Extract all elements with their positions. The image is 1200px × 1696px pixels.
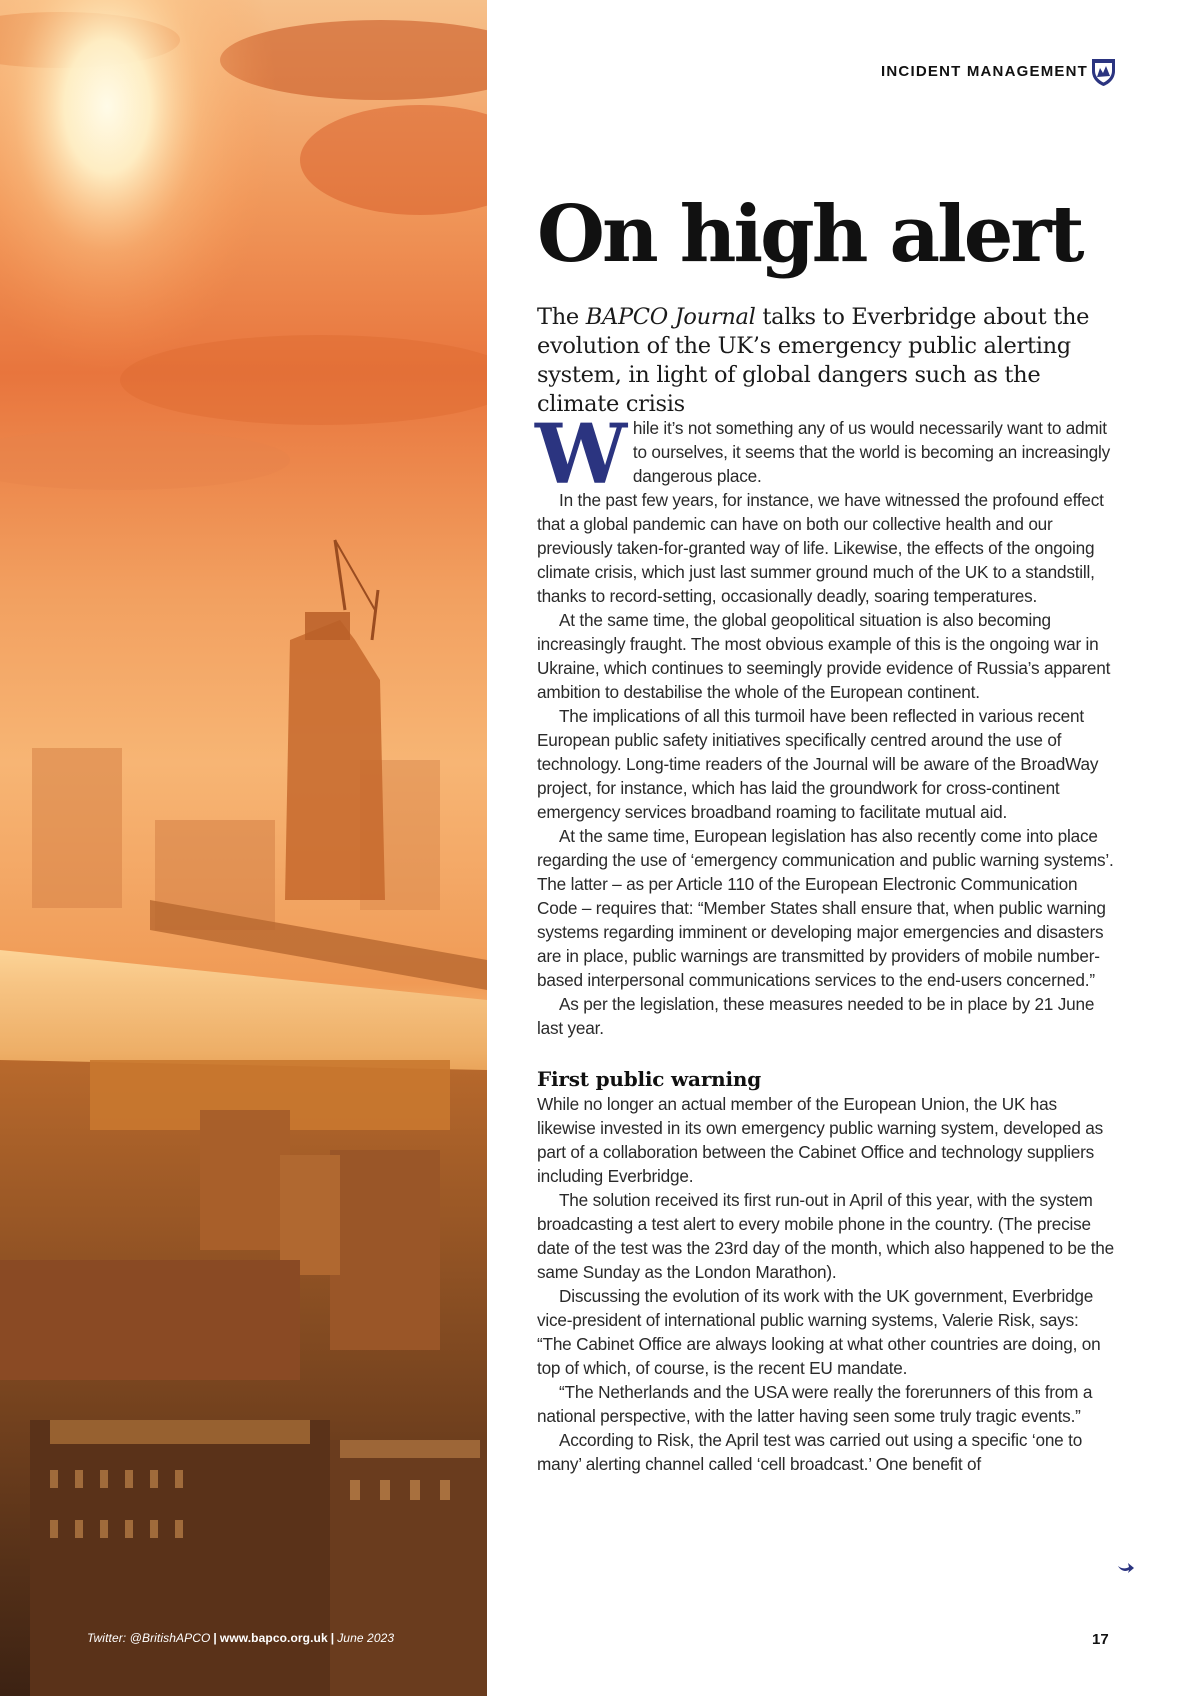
paragraph: At the same time, European legislation has also recently come into place regarding the use of ‘emergency communication and public warning systems’. The latter – as per Article 110 of the European Electronic Communication Code – requires that: “Member States shall ensure that, when public warning systems regarding imminent or developing major emergencies and disasters are in place, public warnings are transmitted by providers of mobile number-based interpersonal communications services to the end-users concerned.” — [537, 826, 1114, 990]
article-standfirst — [537, 303, 1117, 419]
twitter-handle[interactable]: Twitter: @BritishAPCO — [87, 1631, 211, 1645]
paragraph: According to Risk, the April test was carried out using a specific ‘one to many’ alerting channel called ‘cell broadcast.’ One benefit of — [537, 1430, 1083, 1474]
skyline-illustration — [0, 0, 487, 1696]
publication-name: BAPCO Journal — [585, 304, 756, 330]
paragraph: The solution received its first run-out in April of this year, with the system broadcasting a test alert to every mobile phone in the country. (The precise date of the test was the 23rd day of the month, which also happened to be the same Sunday as the London Marathon). — [537, 1190, 1115, 1282]
article-body — [535, 407, 1115, 1476]
issue-date: June 2023 — [337, 1631, 395, 1645]
cover-photo-london-skyline — [0, 0, 487, 1696]
paragraph: As per the legislation, these measures needed to be in place by 21 June last year. — [537, 994, 1095, 1038]
footer-credits: Twitter: @BritishAPCO | www.bapco.org.uk | June 2023 — [87, 1631, 395, 1645]
subheading: First public warning — [537, 1067, 762, 1091]
page-number: 17 — [1092, 1631, 1109, 1648]
bapco-shield-icon — [1091, 57, 1116, 87]
section-title: INCIDENT MANAGEMENT — [881, 63, 1088, 80]
continue-arrow-icon — [1117, 1562, 1135, 1574]
drop-cap: W — [535, 407, 627, 503]
article-headline: On high alert — [537, 189, 1082, 280]
paragraph — [535, 407, 1114, 503]
paragraph: At the same time, the global geopolitical situation is also becoming increasingly fraught. The most obvious example of this is the ongoing war in Ukraine, which continues to seemingly provide evidence of Russia’s apparent ambition to destabilise the whole of the European continent. — [537, 610, 1111, 702]
standfirst-part: talks to Everbridge about the evolution of the UK’s emergency public alerting system, in light of global dangers such as the climate crisis — [537, 304, 1090, 417]
paragraph: The implications of all this turmoil have been reflected in various recent European public safety initiatives specifically centred around the use of technology. Long-time readers of the Journal will be aware of the BroadWay project, for instance, which has laid the groundwork for cross-continent emergency services broadband roaming to facilitate mutual aid. — [537, 706, 1099, 822]
paragraph: In the past few years, for instance, we have witnessed the profound effect that a global pandemic can have on both our collective health and our previously taken-for-granted way of life. Likewise, the effects of the ongoing climate crisis, which just last summer ground much of the UK to a standstill, thanks to record-setting, occasionally deadly, soaring temperatures. — [537, 490, 1104, 606]
paragraph: While no longer an actual member of the European Union, the UK has likewise invested in its own emergency public warning system, developed as part of a collaboration between the Cabinet Office and technology suppliers including Everbridge. — [537, 1094, 1104, 1186]
paragraph: “The Netherlands and the USA were really the forerunners of this from a national perspective, with the latter having seen some truly tragic events.” — [537, 1382, 1093, 1426]
paragraph-text: hile it’s not something any of us would necessarily want to admit to ourselves, it seems that the world is becoming an increasingly dangerous place. — [632, 418, 1110, 486]
standfirst-part: The — [537, 304, 586, 330]
paragraph: Discussing the evolution of its work with the UK government, Everbridge vice-president of international public warning systems, Valerie Risk, says: “The Cabinet Office are always looking at what other countries are doing, on top of which, of course, is the recent EU mandate. — [537, 1286, 1101, 1378]
website-link[interactable]: www.bapco.org.uk — [219, 1631, 328, 1645]
